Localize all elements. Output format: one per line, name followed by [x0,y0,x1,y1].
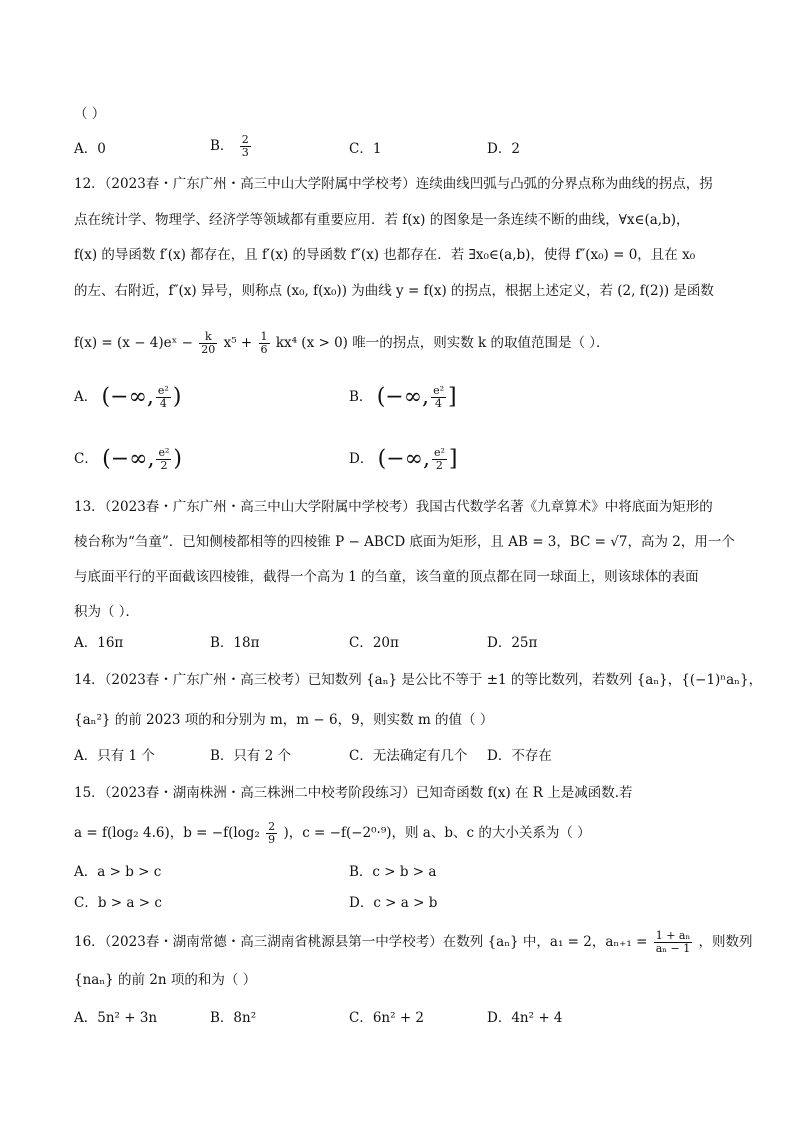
q16-option-d[interactable]: D．4n² + 4 [487,1010,563,1026]
q15-option-c[interactable]: C．b > a > c [74,895,162,911]
q13-line-4: 积为（ ）． [74,604,140,620]
q11-option-d[interactable]: D．2 [487,141,520,157]
q16-option-a[interactable]: A．5n² + 3n [74,1010,158,1026]
q12-line-4: 的左、右附近，f″(x) 异号，则称点 (x₀, f(x₀)) 为曲线 y = f(x) 的拐点，根据上述定义，若 (2, f(2)) 是函数 [74,283,714,299]
q12-line-5: f(x) = (x − 4)eˣ − $\frac{k}{20}$ x⁵ + $\frac{1}{6}$ kx⁴ (x > 0) 唯一的拐点，则实数 k 的取值范围是（ ）． [74,330,610,356]
q14-line-2: {aₙ²} 的前 2023 项的和分别为 m，m − 6，9，则实数 m 的值（ ） [74,712,494,728]
q13-option-b[interactable]: B．18π [210,635,260,651]
q13-option-d[interactable]: D．25π [487,635,538,651]
q14-option-d[interactable]: D．不存在 [487,748,552,764]
q11-option-c[interactable]: C．1 [349,141,382,157]
q12-option-b[interactable]: B． (−∞, $\frac{\text{e²}}{4}$ ] [349,384,457,410]
q12-option-d[interactable]: D． (−∞, $\frac{\text{e²}}{2}$ ] [349,446,458,472]
q12-option-c[interactable]: C． (−∞, $\frac{\text{e²}}{2}$ ) [74,446,182,472]
q11-option-a[interactable]: A．0 [74,141,106,157]
q16-option-c[interactable]: C．6n² + 2 [349,1010,425,1026]
q15-option-d[interactable]: D．c > a > b [349,895,438,911]
q11-answer-paren: （ ） [74,106,106,122]
q15-line-2: a = f(log₂ 4.6)，b = −f(log₂ $\frac{2}{9}$ )，c = −f(−2⁰·⁹)，则 a、b、c 的大小关系为（ ） [74,820,591,846]
q15-option-a[interactable]: A．a > b > c [74,864,162,880]
q12-option-a[interactable]: A． (−∞, $\frac{\text{e²}}{4}$ ) [74,384,182,410]
q16-option-b[interactable]: B．8n² [210,1010,257,1026]
q13-line-1: 13．（2023春・广东广州・高三中山大学附属中学校考）我国古代数学名著《九章算术》中将底面为矩形的 [74,499,713,515]
q12-line-2: 点在统计学、物理学、经济学等领域都有重要应用．若 f(x) 的图象是一条连续不断的曲线，∀x∈(a,b)， [74,212,690,228]
q13-option-c[interactable]: C．20π [349,635,399,651]
q11-option-b-fraction: $\frac{2}{3}$ [241,133,249,159]
q12-line-3: f(x) 的导函数 f′(x) 都存在，且 f′(x) 的导函数 f″(x) 也都存在．若 ∃x₀∈(a,b)，使得 f″(x₀) = 0，且在 x₀ [74,247,696,263]
q13-line-3: 与底面平行的平面截该四棱锥，截得一个高为 1 的刍童，该刍童的顶点都在同一球面上，则该球体的表面 [74,569,699,585]
q14-option-a[interactable]: A．只有 1 个 [74,748,155,764]
q15-line-1: 15．（2023春・湖南株洲・高三株洲二中校考阶段练习）已知奇函数 f(x) 在 R 上是减函数.若 [74,785,633,801]
q15-option-b[interactable]: B．c > b > a [349,864,437,880]
q14-option-b[interactable]: B．只有 2 个 [210,748,292,764]
q11-option-b[interactable]: B． $\frac{2}{3}$ [210,133,249,159]
q14-option-c[interactable]: C．无法确定有几个 [349,748,468,764]
q16-line-2: {naₙ} 的前 2n 项的和为（ ） [74,972,257,988]
q13-option-a[interactable]: A．16π [74,635,124,651]
q14-line-1: 14．（2023春・广东广州・高三校考）已知数列 {aₙ} 是公比不等于 ±1 的等比数列，若数列 {aₙ}，{(−1)ⁿaₙ}， [74,672,763,688]
q12-line-1: 12．（2023春・广东广州・高三中山大学附属中学校考）连续曲线凹弧与凸弧的分界点称为曲线的拐点，拐 [74,176,713,192]
q16-line-1: 16．（2023春・湖南常德・高三湖南省桃源县第一中学校考）在数列 {aₙ} 中，a₁ = 2，aₙ₊₁ = $\frac{\text{1 + aₙ}}{\text{aₙ − 1}}$ ，则数列 [74,929,753,955]
q13-line-2: 棱台称为“刍童”．已知侧棱都相等的四棱锥 P − ABCD 底面为矩形，且 AB = 3，BC = √7，高为 2，用一个 [74,534,735,550]
